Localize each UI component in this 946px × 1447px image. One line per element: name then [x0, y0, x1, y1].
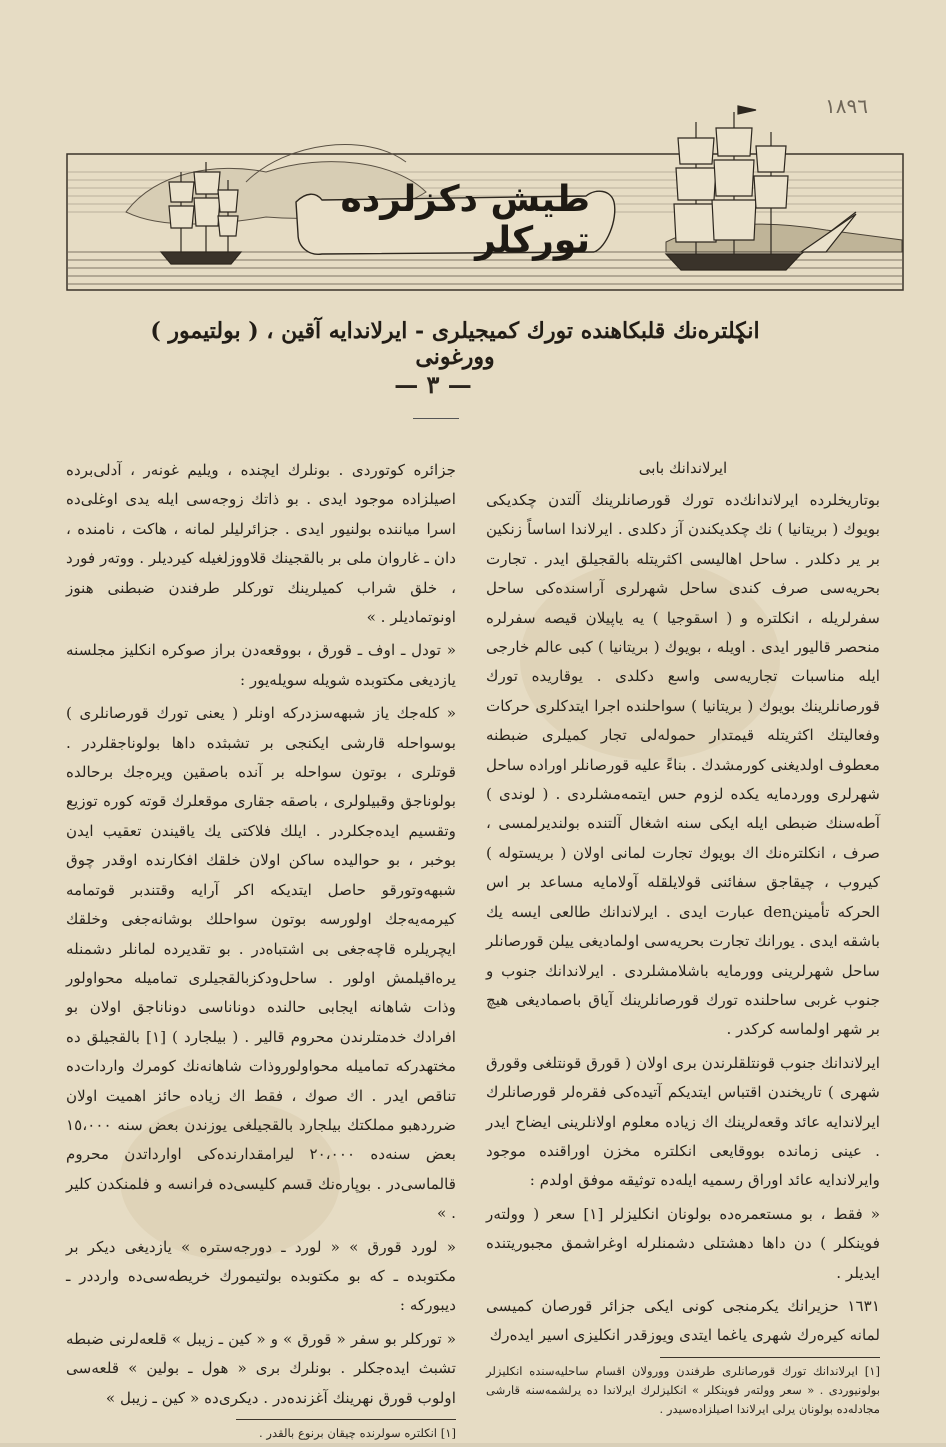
- paragraph: ١٦٣١ حزیرانك یکرمنجی کونی ایکی جزائر قورصان کمیسی لمانه کیره‌رك شهری یاغما ایتدی ویوزقدر انکلیزی اسیر ایده‌رك: [486, 1296, 880, 1345]
- paragraph: « تورکلر بو سفر « قورق » و « کین ـ زیبل » قلعه‌لرنی ضبطه تشبث ایده‌جکلر . بونلرك بری « هول ـ بولین » قلعه‌سی اولوب قورق نهرینك آغزنده‌در . دیکری‌ده « کین ـ زیبل »: [66, 1329, 456, 1407]
- footnote-divider: [236, 1419, 456, 1420]
- footnote: [١] انکلتره سولرنده چیقان برنوع بالقدر .: [259, 1426, 456, 1440]
- paragraph: جزائره کوتوردی . بونلرك ایچنده ، ویلیم غونه‌ر ، آدلی‌برده اصیلزاده موجود ایدی . بو ذاتك زوجه‌سی ایله یدی اوغلی‌ده اسرا میاننده بولنیور ایدی . جزائرلیلر لمانه ، هاکت ، نامنده ، دان ـ غاروان ملی بر بالقجینك قلاووزلغیله کیردیلر . ووته‌ر فورد ، خلق شراب کمیلرینك تورکلر طرفندن ضبطنی هنوز اونوتمادیلر . »: [66, 461, 456, 627]
- footnote: [١] ایرلاندانك تورك قورصانلری طرفندن وورولان اقسام ساحلیه‌سنده انکلیزلر بولونیوردی . « سعر وولته‌ر فوینکلر » انکلیزلرك ایرلاندا ده یرلشمه‌سنه قارشی مجادله‌ده بولونان یرلی ایرلاندا اصیلزاده‌سیدر .: [486, 1363, 880, 1416]
- article-title: طیش دکزلرده تورکلر: [340, 179, 590, 261]
- paragraph: « فقط ، بو مستعمره‌ده بولونان انکلیزلر [١] سعر ( وولته‌ر فوینکلر ) دن داها دهشتلی دشمنلرله اوغراشمق مجبوریتنده ایدیلر .: [486, 1204, 880, 1282]
- paragraph: بوتاریخلرده ایرلاندا‌نك‌ده تورك قورصانلرینك آلتدن چکدیکی بویوك ( بریتانیا ) نك چکدیکندن آز دکلدی . ایرلاندا اساساً زنکین بر یر دکلدر . ساحل اهالیسی اکثریتله بالقجیلق ایدر . تجارت بحریه‌سی صرف کندی ساحل شهرلری آراسنده‌کی ساحل سفرلریله ، انکلتره و ( اسقوجیا ) یه یاپیلان قیصه سفرلره منحصر قالیور ایدی . اویله ، بویوك ( بریتانیا ) کبی عالم خارجی ایله مناسبات تجاریه‌سی واسع دکلدی . یوقاریده تورك قورصانلرینك بویوك ( بریتانیا ) سواحلنده اجرا ایتدکلری حرکات وفعالیتك اکثریتله قیمتدار حموله‌لی تجار کمیلری ضبطنه معطوف اولدیغنی کورمشدك . بناءً علیه قورصانلر اوراده ساحل شهرلری ووردمایه یکده لزوم حس ایتمه‌مشلردی . ( لوندی ) آطه‌سنك ضبطی ایله ایکی سنه اشغال آلتنده بولندیرلمسی ، صرف ، انکلتره‌نك اك بویوك تجارت لمانی اولان ( بریستوله ) کیروب ، چیقاجق سفائنی قولایلقله آولامایه مساعد بر اس الحرکه تأمیننden عبارت ایدی . ایرلاندانك طالعی ایسه یك باشقه ایدی . یورانك تجارت بحریه‌سی اولمادیغی ییلن قورصانلر ساحل شهرلرینی وورمایه باشلامشلردی . ایرلاندانك جنوب و جنوب غربی ساحلنده تورك قورصانلرینك آیاق باصمادیغی هیچ بر شهر اولماسه کرکدر .: [486, 491, 880, 1039]
- page-number: ١٨٩٦: [825, 94, 868, 118]
- part-number: — ٣ —: [394, 370, 472, 399]
- section-heading: ایرلاندانك بابی: [638, 459, 728, 477]
- left-column: [66, 456, 456, 1447]
- paragraph: « کله‌جك یاز شبهه‌سزدرکه اونلر ( یعنی تورك قورصانلری ) بوسواحله قارشی ایکنجی بر تشبثده داها بولوناجقلردر . قوتلری ، بوتون سواحله بر آنده باصقین ویره‌جك برحالده بولوناجق وقبیلولری ، باصقه جقاری موقعلرك قوته کوره توزیع وتقسیم ایده‌جکلردر . ایلك فلاکتی یك یاقیندن تعقیب ایدن بوخبر ، بو حوالیده ساکن اولان خلقك افکارنده اوقدر چوق شبهه‌وتورقو حاصل ایتدیکه اکر آرایه وقتندبر قوتمامه کیرمه‌یه‌جك اولورسه بوتون سواحلك بوشانه‌جغی وخلقك ایچریلره قاچه‌جغی بی اشتباه‌در . بو تقدیرده لمانلر دشمنله یره‌اقیلمش اولور . ساحل‌ودکزبالقجیلری تماميله محواولور وذات شاهانه ایجابی حالنده دوناناسی دوناناجق اولان بو افرادك خدمتلرندن محروم قالیر . ( بیلجارد ) [١] بالقجیلق ده مختهدرکه تماميله محواولوروذات شاهانه‌نك کومرك واردات‌ده تناقص ایدر . اك صوك ، فقط اك زیاده حائز اهمیت اولان ضرردهبو مملکتك بیلجارد بالقجیلغی یوزندن بعض سنه ١٥،٠٠٠ بعض سنه‌ده ٢٠،٠٠٠ لیرامقدارنده‌کی اوارداتدن محروم قالماسی‌در . بوپاره‌نك قسم کلیسی‌ده فرانسه و فلمنکدن کلیر . »: [66, 704, 456, 1223]
- article-subtitle: انکلتره‌نك قلبکاهنده تورك کمیجیلری - ایرلاندایه آقین ، ( بولتیمور ) وورغونی: [150, 318, 760, 370]
- paragraph: ایرلاندانك جنوب قونتلقلرندن بری اولان ( قورق قونتلغی وقورق شهری ) تاریخندن اقتباس ایتدیکم آتیده‌کی فقره‌لر قورصانلرك ایرلاندایه عائد وقعه‌لرینك اك زیاده معلوم اولانلرینی ایضاح ایدر . عینی زمانده بووقایعی انکلتره مخزن اوراقنده موجود وایرلاندایه عائد اوراق رسمیه ایله‌ده توثیقه موفق اولدم :: [486, 1053, 880, 1190]
- footnote-divider: [660, 1357, 880, 1358]
- paragraph: « لورد قورق » « لورد ـ دورجه‌ستره » یازدیغی دیکر بر مکتوبده ـ که بو مکتوبده بولتیمورك خریطه‌سی‌ده وارددر ـ دیبورکه :: [66, 1237, 456, 1315]
- right-column: [486, 456, 880, 1423]
- paragraph: « تودل ـ اوف ـ قورق ، بووقعه‌دن براز صوکره انکلیز مجلسنه یازدیغی مکتوبده شویله سویله‌یور :: [66, 641, 456, 689]
- divider: [413, 418, 459, 419]
